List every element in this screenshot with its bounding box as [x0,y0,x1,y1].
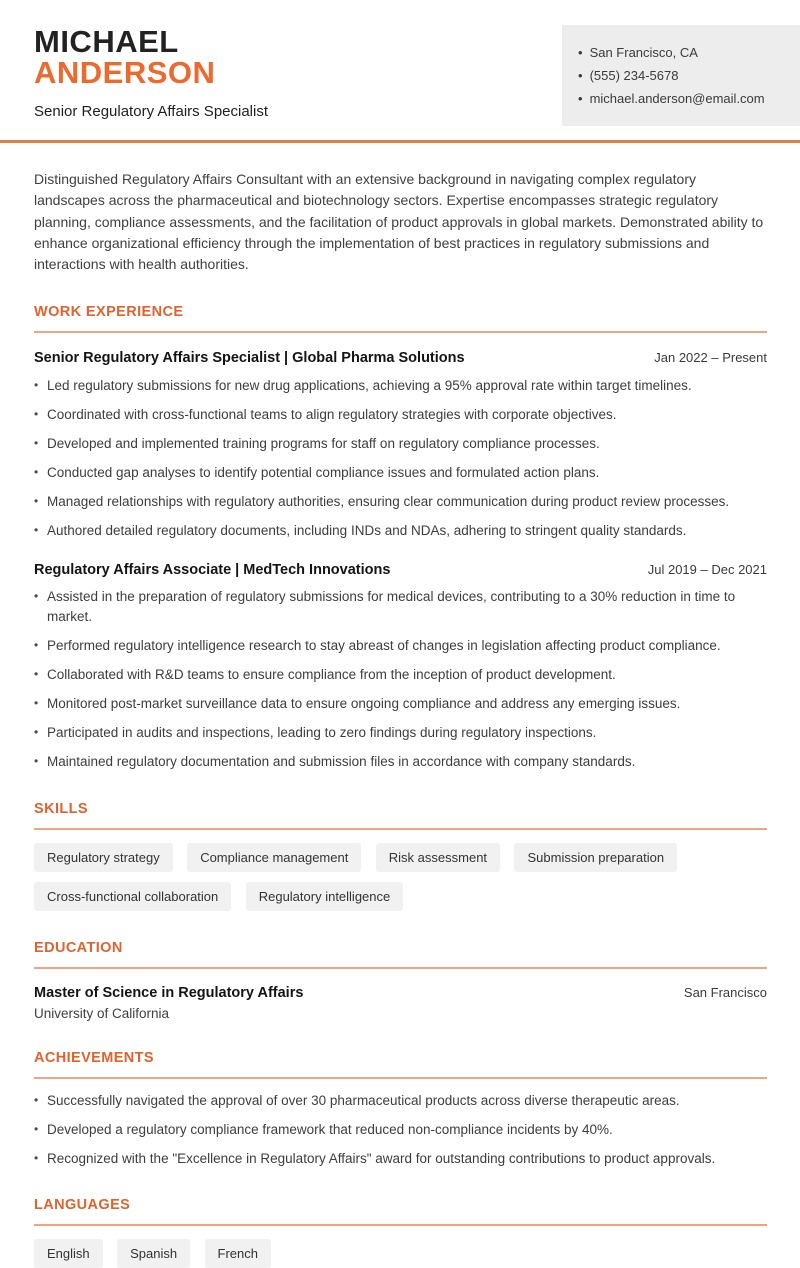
job-header [34,562,767,578]
skills-tag-list [34,833,767,911]
language-tag: English [34,1239,103,1268]
first-name: MICHAEL [34,24,179,59]
bullet-icon: • [34,696,39,711]
bullet-text: Managed relationships with regulatory authorities, ensuring clear communication during product review processes. [47,494,730,510]
bullet-icon: • [34,465,39,480]
education-location: San Francisco [683,984,767,1000]
job-entry [34,562,767,772]
bullet-icon: • [34,436,39,451]
bullet-item [34,405,767,425]
bullet-item [34,492,767,512]
header-job-title: Senior Regulatory Affairs Specialist [34,103,269,120]
contact-phone [578,68,790,83]
section-divider [34,828,767,830]
bullet-text: Authored detailed regulatory documents, including INDs and NDAs, adhering to stringent quality standards. [47,523,687,539]
bullet-icon: • [34,377,39,392]
bullet-icon: • [34,637,39,652]
skills-heading: SKILLS [34,800,88,817]
contact-location-text: San Francisco, CA [589,45,698,60]
work-experience-heading: WORK EXPERIENCE [34,304,184,321]
achievements-bullet-list [34,1091,767,1169]
section-divider [34,967,767,969]
language-tag: French [205,1239,271,1268]
job-entry [34,350,767,540]
job-bullet-list [34,587,767,771]
bullet-item [34,1149,767,1169]
header-divider [0,140,800,143]
job-title: Senior Regulatory Affairs Specialist | Global Pharma Solutions [34,350,465,367]
bullet-item [34,665,767,685]
bullet-text: Coordinated with cross-functional teams to align regulatory strategies with corporate objectives. [47,407,617,423]
bullet-text: Developed a regulatory compliance framework that reduced non-compliance incidents by 40%. [47,1121,613,1137]
summary-paragraph: Distinguished Regulatory Affairs Consultant with an extensive background in navigating complex regulatory landscapes across the pharmaceutical and biotechnology sectors. Expertise encompasses strategic regulatory planning, compliance assessments, and the facilitation of product approvals in global markets. Demonstrated ability to enhance organizational efficiency through the implementation of best practices in regulatory submissions and interactions with health authorities. [34,171,764,273]
bullet-item [34,1091,767,1111]
bullet-item [34,463,767,483]
bullet-icon: • [34,754,39,769]
bullet-item [34,376,767,396]
bullet-item [34,636,767,656]
skill-tag: Compliance management [187,843,361,872]
section-achievements [34,1050,767,1169]
bullet-icon: • [578,68,583,83]
bullet-icon: • [34,407,39,422]
bullet-text: Successfully navigated the approval of over 30 pharmaceutical products across diverse therapeutic areas. [47,1092,680,1108]
bullet-icon: • [578,91,583,106]
job-dates: Jan 2022 – Present [654,350,767,366]
skill-tag: Risk assessment [376,843,500,872]
bullet-item [34,694,767,714]
bullet-text: Performed regulatory intelligence research to stay abreast of changes in legislation affecting product compliance. [47,637,721,653]
bullet-text: Participated in audits and inspections, leading to zero findings during regulatory inspections. [47,725,597,741]
bullet-text: Recognized with the "Excellence in Regulatory Affairs" award for outstanding contributions to product approvals. [47,1150,716,1166]
education-degree: Master of Science in Regulatory Affairs [34,984,304,1001]
job-title: Regulatory Affairs Associate | MedTech Innovations [34,561,391,578]
resume-header [0,0,800,120]
job-dates: Jul 2019 – Dec 2021 [647,561,767,577]
section-divider [34,1077,767,1079]
bullet-icon: • [34,523,39,538]
education-entry [34,985,767,1021]
contact-phone-text: (555) 234-5678 [589,68,679,83]
section-work-experience [34,304,767,771]
skill-tag: Submission preparation [514,843,677,872]
bullet-text: Collaborated with R&D teams to ensure compliance from the inception of product development. [47,667,616,683]
last-name: ANDERSON [34,55,216,90]
section-divider [34,331,767,333]
bullet-icon: • [34,725,39,740]
education-heading: EDUCATION [34,939,123,956]
bullet-item [34,587,767,626]
contact-location [578,45,790,60]
bullet-icon: • [34,667,39,682]
languages-heading: LANGUAGES [34,1197,131,1214]
bullet-icon: • [34,494,39,509]
education-school: University of California [34,1005,170,1021]
bullet-icon: • [34,1150,39,1165]
skill-tag: Regulatory strategy [34,843,173,872]
job-header [34,350,767,366]
bullet-text: Led regulatory submissions for new drug applications, achieving a 95% approval rate within target timelines. [47,377,692,393]
bullet-item [34,723,767,743]
contact-email-text: michael.anderson@email.com [589,91,765,106]
contact-email [578,91,790,106]
job-bullet-list [34,376,767,541]
bullet-text: Assisted in the preparation of regulatory submissions for medical devices, contributing to a 30% reduction in time to market. [47,589,736,624]
bullet-text: Conducted gap analyses to identify potential compliance issues and formulated action plans. [47,465,600,481]
bullet-item [34,521,767,541]
bullet-text: Maintained regulatory documentation and submission files in accordance with company standards. [47,754,636,770]
section-languages [34,1197,767,1268]
bullet-icon: • [578,45,583,60]
skill-tag: Cross-functional collaboration [34,882,231,911]
bullet-item [34,1120,767,1140]
language-tag: Spanish [117,1239,190,1268]
bullet-item [34,434,767,454]
bullet-text: Monitored post-market surveillance data to ensure ongoing compliance and address any emerging issues. [47,696,681,712]
section-skills [34,801,767,911]
bullet-icon: • [34,589,39,604]
bullet-text: Developed and implemented training programs for staff on regulatory compliance processes. [47,436,600,452]
education-header [34,985,767,1001]
skill-tag: Regulatory intelligence [246,882,404,911]
bullet-item [34,752,767,772]
bullet-icon: • [34,1121,39,1136]
section-divider [34,1224,767,1226]
resume-content [0,169,800,1268]
achievements-heading: ACHIEVEMENTS [34,1049,155,1066]
languages-tag-list [34,1229,767,1268]
section-education [34,940,767,1021]
bullet-icon: • [34,1092,39,1107]
contact-box [562,25,800,126]
